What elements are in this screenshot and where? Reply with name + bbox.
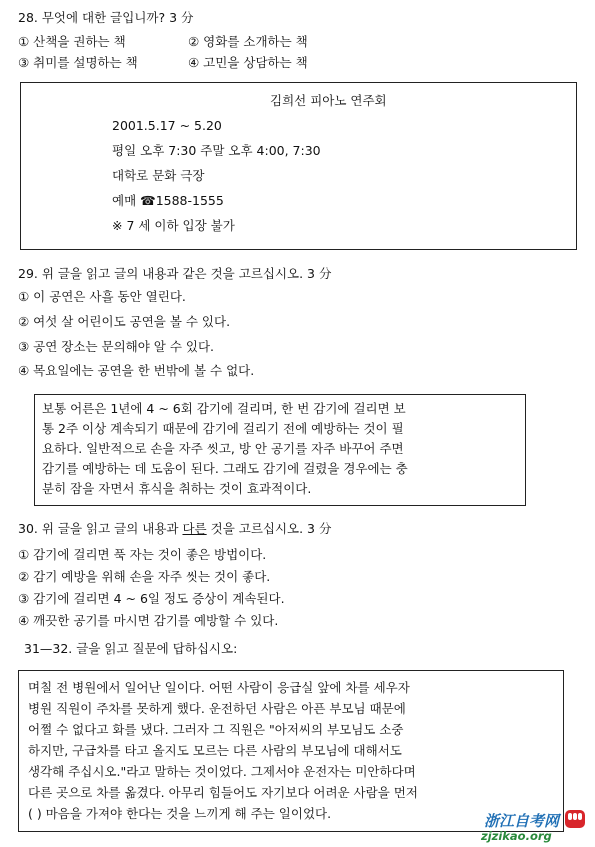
q28-question: 28. 무엇에 대한 글입니까? 3 分 [18,10,194,25]
watermark-logo [478,810,593,846]
notice-booking: 예매 ☎1588-1555 [112,193,224,208]
passage2-line: 다른 곳으로 차를 옮겼다. 아무리 힘들어도 자기보다 어려운 사람을 먼저 [28,785,418,800]
q30-option-3[interactable]: ③ 감기에 걸리면 4 ~ 6일 정도 증상이 계속된다. [18,591,285,606]
passage1-line: 통 2주 이상 계속되기 때문에 감기에 걸리기 전에 예방하는 것이 필 [42,421,404,436]
notice-venue: 대학로 문화 극장 [112,168,205,183]
q30-question-pre: 30. 위 글을 읽고 글의 내용과 [18,521,183,536]
notice-title: 김희선 피아노 연주회 [270,93,387,108]
passage1-line: 요하다. 일반적으로 손을 자주 씻고, 방 안 공기를 자주 바꾸어 주면 [42,441,404,456]
q29-option-1[interactable]: ① 이 공연은 사흘 동안 열린다. [18,289,186,304]
q30-question-post: 것을 고르십시오. 3 分 [206,521,332,536]
passage1-line: 분히 잠을 자면서 휴식을 취하는 것이 효과적이다. [42,481,312,496]
q30-option-4[interactable]: ④ 깨끗한 공기를 마시면 감기를 예방할 수 있다. [18,613,279,628]
watermark-text-cn: 浙江自考网 [484,812,560,830]
notice-date: 2001.5.17 ~ 5.20 [112,118,222,133]
q28-option-1[interactable]: ① 산책을 권하는 책 [18,34,126,49]
q28-option-4[interactable]: ④ 고민을 상담하는 책 [188,55,308,70]
passage2-line: 며칠 전 병원에서 일어난 일이다. 어떤 사람이 응급실 앞에 차를 세우자 [28,680,410,695]
q28-option-3[interactable]: ③ 취미를 설명하는 책 [18,55,138,70]
q30-question-underlined: 다른 [182,521,207,536]
watermark-text-url: zjzikao.org [481,829,552,843]
q29-option-4[interactable]: ④ 목요일에는 공연을 한 번밖에 볼 수 없다. [18,363,255,378]
passage2-line: 병원 직원이 주차를 못하게 했다. 운전하던 사람은 아픈 부모님 때문에 [28,701,406,716]
q31-32-instruction: 31—32. 글을 읽고 질문에 답하십시오: [24,641,238,656]
passage2-line: 생각해 주십시오."라고 말하는 것이었다. 그제서야 운전자는 미안하다며 [28,764,416,779]
passage1-line: 감기를 예방하는 데 도움이 된다. 그래도 감기에 걸렸을 경우에는 충 [42,461,408,476]
passage2-line: 하지만, 구급차를 타고 올지도 모르는 다른 사람의 부모님에 대해서도 [28,743,402,758]
q30-question [18,521,332,536]
notice-restriction: ※ 7 세 이하 입장 불가 [112,218,235,233]
q30-option-1[interactable]: ① 감기에 걸리면 푹 자는 것이 좋은 방법이다. [18,547,267,562]
q29-option-3[interactable]: ③ 공연 장소는 문의해야 알 수 있다. [18,339,214,354]
q29-question: 29. 위 글을 읽고 글의 내용과 같은 것을 고르십시오. 3 分 [18,266,332,281]
passage2-line: 어쩔 수 없다고 화를 냈다. 그러자 그 직원은 "아저씨의 부모님도 소중 [28,722,404,737]
q28-option-2[interactable]: ② 영화를 소개하는 책 [188,34,308,49]
passage2-line: ( ) 마음을 가져야 한다는 것을 느끼게 해 주는 일이었다. [28,806,332,821]
q29-option-2[interactable]: ② 여섯 살 어린이도 공연을 볼 수 있다. [18,314,231,329]
q30-option-2[interactable]: ② 감기 예방을 위해 손을 자주 씻는 것이 좋다. [18,569,271,584]
passage1-line: 보통 어른은 1년에 4 ~ 6회 감기에 걸리며, 한 번 감기에 걸리면 보 [42,401,406,416]
fist-icon [560,804,590,834]
notice-time: 평일 오후 7:30 주말 오후 4:00, 7:30 [112,143,321,158]
